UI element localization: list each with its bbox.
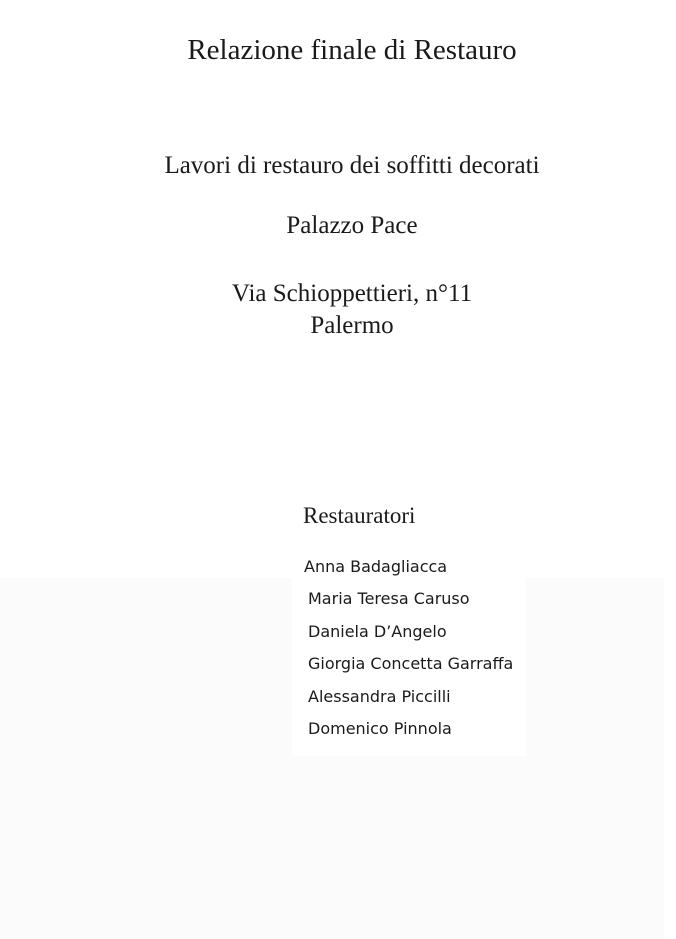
restorers-list: [304, 554, 513, 748]
address-street: Via Schioppettieri, n°11: [231, 280, 473, 307]
restorer-name: Domenico Pinnola: [308, 718, 452, 738]
restorer-name: Maria Teresa Caruso: [308, 589, 470, 609]
report-subtitle: Lavori di restauro dei soffitti decorati: [164, 152, 540, 179]
restorer-name: Giorgia Concetta Garraffa: [308, 654, 514, 674]
restorer-name: Alessandra Piccilli: [308, 686, 451, 706]
restorer-name: Anna Badagliacca: [304, 557, 448, 576]
building-name: Palazzo Pace: [286, 212, 418, 239]
restorers-heading: Restauratori: [303, 503, 416, 528]
address-city: Palermo: [310, 312, 394, 339]
restorer-name: Daniela D’Angelo: [308, 621, 447, 641]
report-title: Relazione finale di Restauro: [187, 34, 517, 66]
